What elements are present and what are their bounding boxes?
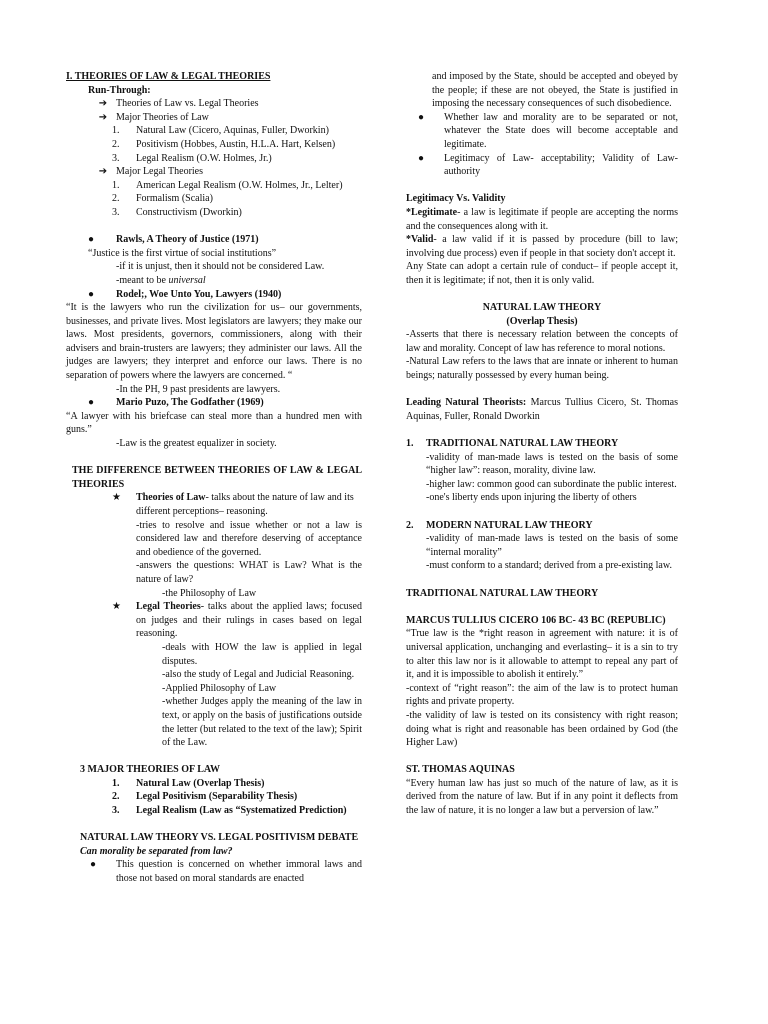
paragraph: -Natural Law refers to the laws that are innate or inherent to human beings; naturally possessed by every human being. <box>406 356 678 382</box>
section-heading: MARCUS TULLIUS CICERO 106 BC- 43 BC (REPUBLIC) <box>406 614 666 626</box>
note: -validity of man-made laws is tested on the basis of some “higher law”: reason, morality, divine law. <box>426 451 678 477</box>
note: -the Philosophy of Law <box>162 587 257 599</box>
bullet-icon: ● <box>418 111 425 123</box>
question: Can morality be separated from law? <box>80 845 233 857</box>
note: -validity of man-made laws is tested on the basis of some “internal morality” <box>426 533 678 558</box>
section-heading: NATURAL LAW THEORY <box>482 302 602 314</box>
list-item: 1. Natural Law (Overlap Thesis) <box>112 777 265 789</box>
section-heading: Legitimacy Vs. Validity <box>406 193 506 205</box>
note: -must conform to a standard; derived from a pre-existing law. <box>426 560 672 572</box>
list-item: 2. Positivism (Hobbes, Austin, H.L.A. Hart, Kelsen) <box>112 138 336 150</box>
bullet-icon: ● <box>418 152 425 164</box>
star-icon: ★ <box>112 601 121 613</box>
quote: “Justice is the first virtue of social institutions” <box>88 247 277 259</box>
note: -Law is the greatest equalizer in society. <box>116 438 277 450</box>
paragraph: *Legitimate- a law is legitimate if people are accepting the norms and the consequences along with it. <box>406 206 678 232</box>
list-item: 1. Natural Law (Cicero, Aquinas, Fuller, Dworkin) <box>112 125 329 137</box>
list-item: 2. Formalism (Scalia) <box>112 193 213 205</box>
section-heading: ST. THOMAS AQUINAS <box>406 764 515 776</box>
bullet-icon: ● <box>88 234 95 246</box>
section-heading: 3 MAJOR THEORIES OF LAW <box>80 764 221 776</box>
note: -meant to be universal <box>116 274 206 286</box>
quote: “A lawyer with his briefcase can steal more than a hundred men with guns.” <box>66 410 362 436</box>
right-column <box>406 70 678 818</box>
note: -whether Judges apply the meaning of the law in text, or apply on the basis of justifications outside the letter (but related to the text of the law); Spirit of the Law. <box>162 696 362 749</box>
star-icon: ★ <box>112 492 121 504</box>
list-item: ● This question is concerned on whether immoral laws and those not based on moral standards are enacted <box>90 859 362 885</box>
note: -higher law: common good can subordinate the public interest. <box>426 478 677 490</box>
left-column <box>66 70 362 886</box>
paragraph: and imposed by the State, should be accepted and obeyed by the people; if these are not obeyed, the State is justified in imposing the necessary consequences of such disobedience. <box>432 71 678 110</box>
arrow-icon: ➔ <box>98 98 108 110</box>
quote: “It is the lawyers who run the civilization for us– our governments, businesses, and private lives. Most legislators are lawyers; they make our laws. Most presidents, governors, commissioners, along with their advisers and brain-trusters are lawyers; they administer our laws. All the judges are lawyers; they interpret and enforce our laws. There is no separation of powers where the lawyers are concerned. “ <box>66 302 362 382</box>
paragraph: Any State can adopt a certain rule of conduct– if people accept it, then it is legitimate; if not, then it is only valid. <box>406 261 678 286</box>
list-item: 1. American Legal Realism (O.W. Holmes, Jr., Lelter) <box>112 179 343 191</box>
list-item: ➔ Major Theories of Law <box>66 111 362 125</box>
note: -one's liberty ends upon injuring the liberty of others <box>426 492 637 504</box>
list-item: ➔ Theories of Law vs. Legal Theories <box>66 97 362 111</box>
paragraph: *Valid- a law valid if it is passed by procedure (bill to law; involving due process) even if people in that society don't accept it. <box>406 234 678 259</box>
list-item: ★ Theories of Law- talks about the nature of law and its different perceptions– reasoning. <box>112 492 354 517</box>
list-item: ● Mario Puzo, The Godfather (1969) <box>88 397 264 409</box>
list-item: 1. TRADITIONAL NATURAL LAW THEORY <box>406 438 619 450</box>
paragraph: -Asserts that there is necessary relation between the concepts of law and morality. Concept of law has reference to moral notions. <box>406 329 678 354</box>
section-heading: NATURAL LAW THEORY VS. LEGAL POSITIVISM DEBATE <box>80 832 359 844</box>
section-heading: TRADITIONAL NATURAL LAW THEORY <box>406 587 599 599</box>
list-item: ➔ Major Legal Theories <box>66 165 362 179</box>
note: -context of “right reason”: the aim of the law is to protect human rights and private property. <box>406 682 678 708</box>
note: -tries to resolve and issue whether or not a law is considered law and therefore deserving of acceptance and obedience of the governed. <box>136 519 362 558</box>
note: -Applied Philosophy of Law <box>162 682 277 694</box>
list-item: 3. Legal Realism (Law as “Systematized Prediction) <box>112 805 347 817</box>
bullet-icon: ● <box>88 288 95 300</box>
bullet-icon: ● <box>88 397 95 409</box>
arrow-icon: ➔ <box>98 166 108 178</box>
arrow-icon: ➔ <box>98 111 108 123</box>
list-item: ● Legitimacy of Law- acceptability; Validity of Law- authority <box>418 152 678 178</box>
section-heading: THE DIFFERENCE BETWEEN THEORIES OF LAW & LEGAL THEORIES <box>72 465 362 490</box>
note: -In the PH, 9 past presidents are lawyers. <box>116 383 281 395</box>
list-item: 3. Constructivism (Dworkin) <box>112 206 242 218</box>
list-item: 3. Legal Realism (O.W. Holmes, Jr.) <box>112 152 272 164</box>
list-item: 2. Legal Positivism (Separability Thesis) <box>112 791 298 803</box>
list-item: ● Whether law and morality are to be separated or not, whatever the State does will become acceptable and legitimate. <box>418 111 678 150</box>
section-heading: I. THEORIES OF LAW & LEGAL THEORIES <box>66 71 271 82</box>
bullet-icon: ● <box>90 859 97 871</box>
quote: “Every human law has just so much of the nature of law, as it is derived from the nature of law. But if in any point it deflects from the law of nature, it is no longer a law but a perversion of law.” <box>406 777 678 817</box>
subheading: (Overlap Thesis) <box>506 315 578 327</box>
list-item: ● Rawls, A Theory of Justice (1971) <box>88 234 259 246</box>
note: -answers the questions: WHAT is Law? What is the nature of law? <box>136 560 362 585</box>
list-item: ★ Legal Theories- talks about the applied laws; focused on judges and their rulings in cases based on legal reasoning. <box>112 601 362 640</box>
note: -the validity of law is tested on its consistency with right reason; doing what is right and reasonable has been ordained by God (the Higher Law) <box>406 709 678 749</box>
list-item: 2. MODERN NATURAL LAW THEORY <box>406 519 593 531</box>
quote: “True law is the *right reason in agreement with nature: it is of universal application, unchanging and everlasting– it is a sin to try to alter this law nor is it allowable to attempt to repeal any part of it, and it is impossible to abolish it entirely.” <box>406 628 678 681</box>
note: -if it is unjust, then it should not be considered Law. <box>116 261 325 273</box>
list-item: ● Rodel;, Woe Unto You, Lawyers (1940) <box>88 288 282 300</box>
note: -deals with HOW the law is applied in legal disputes. <box>162 641 362 667</box>
run-through-label: Run-Through: <box>88 84 151 96</box>
note: -also the study of Legal and Judicial Reasoning. <box>162 669 355 681</box>
paragraph: Leading Natural Theorists: Marcus Tullius Cicero, St. Thomas Aquinas, Fuller, Ronald Dworkin <box>406 397 678 422</box>
